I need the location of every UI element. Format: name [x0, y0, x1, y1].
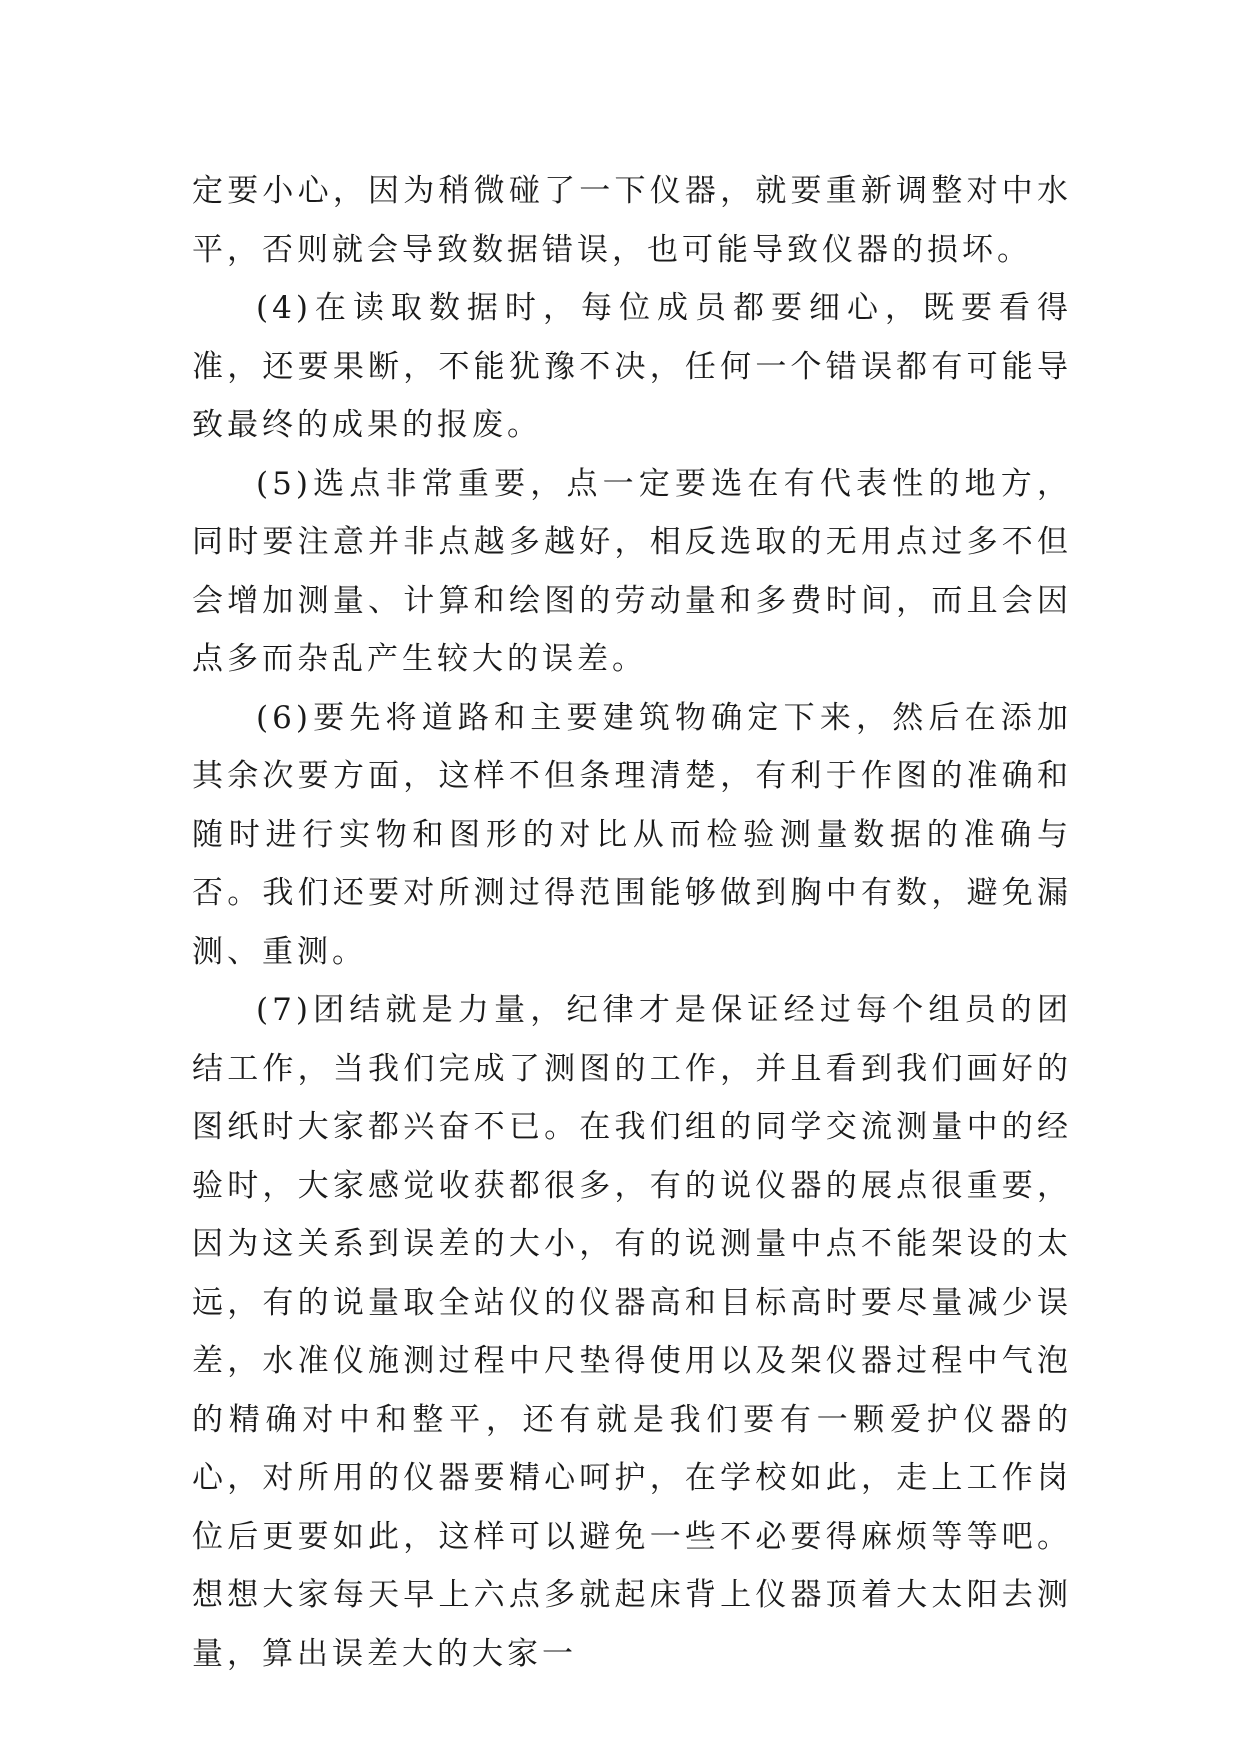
paragraph-item-6: (6)要先将道路和主要建筑物确定下来，然后在添加其余次要方面，这样不但条理清楚，有利于作图的准确和随时进行实物和图形的对比从而检验测量数据的准确与否。我们还要对所测过得范围能够做到胸中有数，避免漏测、重测。 — [192, 699, 1072, 970]
paragraph-item-5: (5)选点非常重要，点一定要选在有代表性的地方，同时要注意并非点越多越好，相反选取的无用点过多不但会增加测量、计算和绘图的劳动量和多费时间，而且会因点多而杂乱产生较大的误差。 — [192, 465, 1072, 677]
paragraph-continuation: 定要小心，因为稍微碰了一下仪器，就要重新调整对中水平，否则就会导致数据错误，也可能导致仪器的损坏。 — [192, 173, 1072, 268]
paragraph-item-4: (4)在读取数据时，每位成员都要细心，既要看得准，还要果断，不能犹豫不决，任何一个错误都有可能导致最终的成果的报废。 — [192, 290, 1072, 443]
paragraph-item-7: (7)团结就是力量，纪律才是保证经过每个组员的团结工作，当我们完成了测图的工作，并且看到我们画好的图纸时大家都兴奋不已。在我们组的同学交流测量中的经验时，大家感觉收获都很多，有的说仪器的展点很重要，因为这关系到误差的大小，有的说测量中点不能架设的太远，有的说量取全站仪的仪器高和目标高时要尽量减少误差，水准仪施测过程中尺垫得使用以及架仪器过程中气泡的精确对中和整平，还有就是我们要有一颗爱护仪器的心，对所用的仪器要精心呵护，在学校如此，走上工作岗位后更要如此，这样可以避免一些不必要得麻烦等等吧。想想大家每天早上六点多就起床背上仪器顶着大太阳去测量，算出误差大的大家一 — [192, 992, 1072, 1672]
body-text — [192, 162, 1072, 1683]
